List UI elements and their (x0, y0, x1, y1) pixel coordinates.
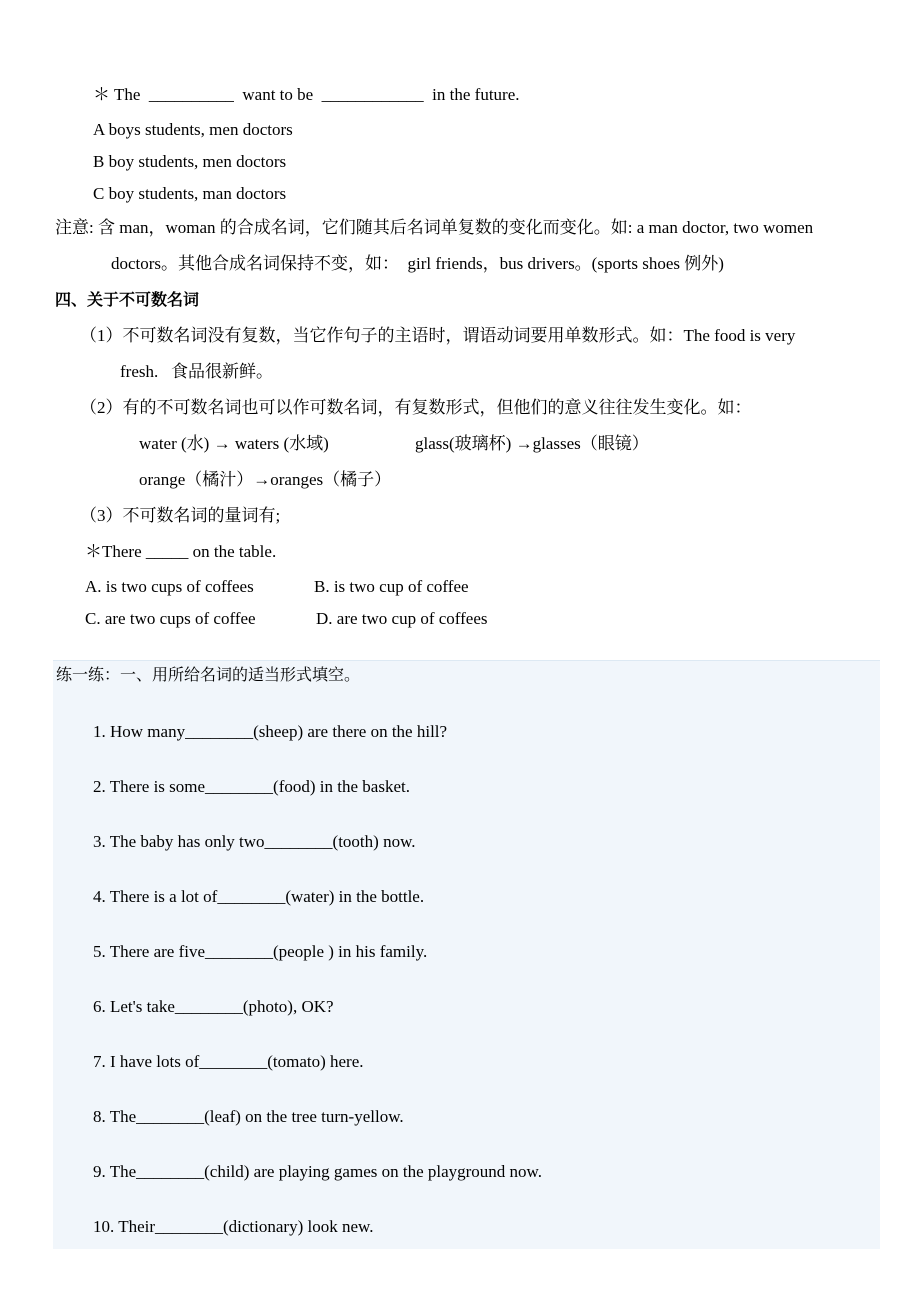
example-orange: orange（橘汁）→oranges（橘子） (139, 470, 392, 489)
option-a: A boys students, men doctors (93, 120, 293, 139)
practice-item: 5. There are five________(people ) in his family. (93, 942, 428, 961)
example-water: water (水) → waters (水域) (139, 434, 329, 453)
practice-item: 9. The________(child) are playing games on the playground now. (93, 1162, 542, 1181)
practice-item: 1. How many________(sheep) are there on the hill? (93, 722, 448, 741)
practice-item: 10. Their________(dictionary) look new. (93, 1217, 374, 1236)
point-1-line-2: fresh. 食品很新鲜。 (120, 362, 273, 381)
q2-option-b: B. is two cup of coffee (314, 577, 469, 596)
question-2-stem: ＊There _____ on the table. (85, 542, 277, 561)
option-c: C boy students, man doctors (93, 184, 287, 203)
practice-item: 7. I have lots of________(tomato) here. (93, 1052, 364, 1071)
practice-box (53, 660, 880, 1249)
q2-option-a: A. is two cups of coffees (85, 577, 254, 596)
point-2: （2）有的不可数名词也可以作可数名词，有复数形式，但他们的意义往往发生变化。如： (80, 398, 752, 417)
q2-option-d: D. are two cup of coffees (316, 609, 488, 628)
note-line-2: doctors。其他合成名词保持不变，如： girl friends，bus drivers。(sports shoes 例外) (111, 254, 724, 273)
section-heading: 四、关于不可数名词 (55, 290, 200, 309)
q2-option-c: C. are two cups of coffee (85, 609, 256, 628)
question-stem: ＊ The __________ want to be ____________ in the future. (93, 85, 520, 104)
example-glass: glass(玻璃杯) →glasses（眼镜） (415, 434, 649, 453)
practice-item: 6. Let's take________(photo), OK? (93, 997, 334, 1016)
point-1-line-1: （1）不可数名词没有复数，当它作句子的主语时，谓语动词要用单数形式。如：The food is very (80, 326, 796, 345)
practice-item: 2. There is some________(food) in the basket. (93, 777, 410, 796)
practice-title: 练一练：一、用所给名词的适当形式填空。 (56, 665, 361, 684)
practice-item: 3. The baby has only two________(tooth) now. (93, 832, 416, 851)
practice-item: 8. The________(leaf) on the tree turn-yellow. (93, 1107, 404, 1126)
option-b: B boy students, men doctors (93, 152, 287, 171)
note-line-1: 注意: 含 man，woman 的合成名词，它们随其后名词单复数的变化而变化。如: a man doctor, two women (55, 218, 814, 237)
practice-item: 4. There is a lot of________(water) in the bottle. (93, 887, 425, 906)
point-3: （3）不可数名词的量词有; (80, 506, 281, 525)
